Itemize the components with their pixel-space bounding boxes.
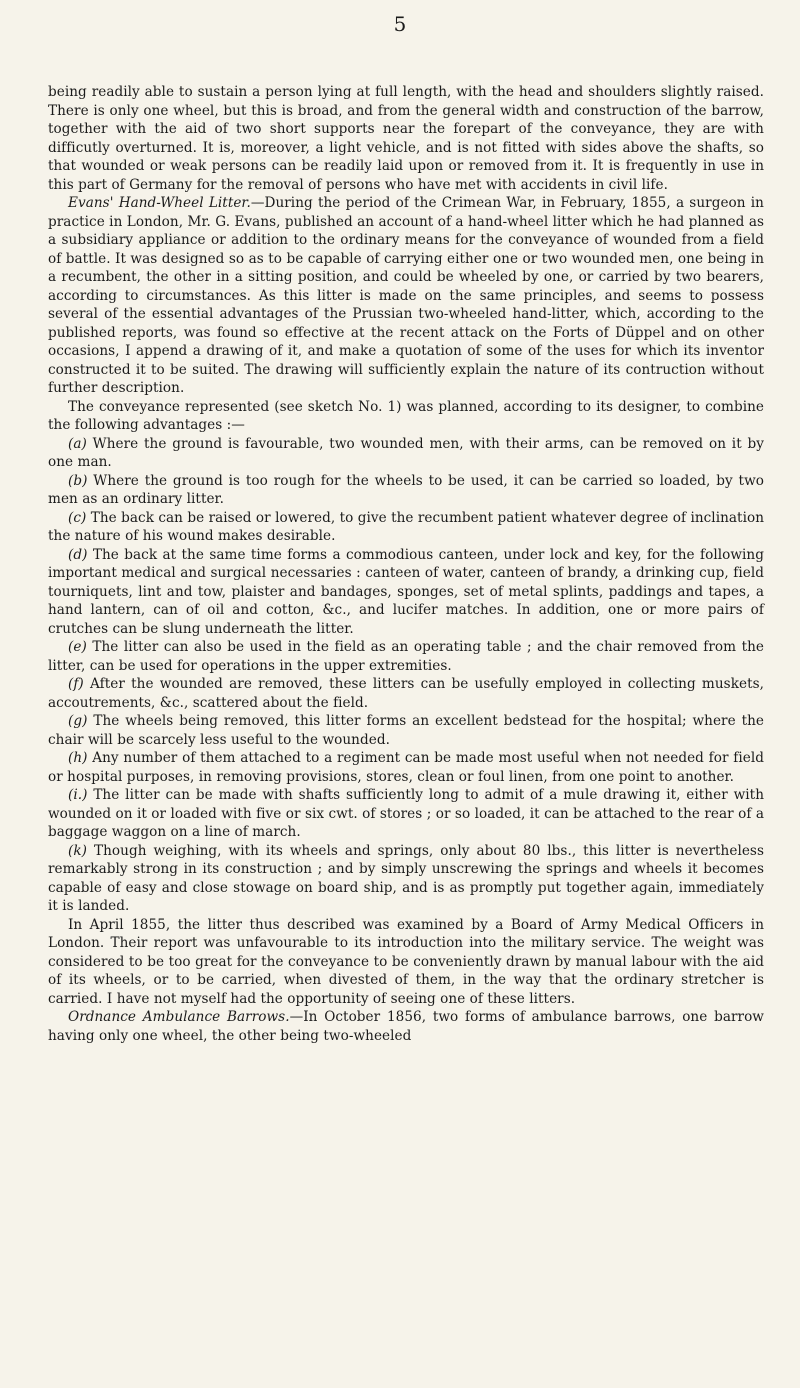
section-heading: Ordnance Ambulance Barrows.	[68, 1009, 290, 1025]
paragraph-text: —During the period of the Crimean War, in February, 1855, a surgeon in practice in London, Mr. G. Evans, published an account of a hand-wheel litter which he had planned as a subsidiary appliance or addition to the ordinary means for the conveyance of wounded from a field of battle. It was designed so as to be capable of carrying either one or two wounded men, one being in a recumbent, the other in a sitting position, and could be wheeled by one, or carried by two bearers, according to circumstances. As this litter is made on the same principles, and seems to possess several of the essential advantages of the Prussian two-wheeled hand-litter, which, according to the published reports, was found so effective at the recent attack on the Forts of Düppel and on other occasions, I append a drawing of it, and make a quotation of some of the uses for which its inventor constructed it to be suited. The drawing will sufficiently explain the nature of its contruction without further description.	[48, 195, 764, 396]
paragraph-ordnance-barrows	[48, 1008, 764, 1045]
list-item-d	[48, 546, 764, 639]
list-marker: (a)	[68, 435, 87, 452]
paragraph-text: In April 1855, the litter thus described was examined by a Board of Army Medical Officers in London. Their report was unfavourable to its introduction into the military service. The weight was considered to be too great for the conveyance to be conveniently drawn by manual labour with the aid of its wheels, or to be carried, when divested of them, in the way that the ordinary stretcher is carried. I have not myself had the opportunity of seeing one of these litters.	[48, 916, 764, 1007]
paragraph-text: —In October 1856, two forms of ambulance barrows, one barrow having only one wheel, the other being two-wheeled	[48, 1009, 764, 1044]
paragraph-text: The wheels being removed, this litter forms an excellent bedstead for the hospital; where the chair will be scarcely less useful to the wounded.	[48, 713, 764, 748]
list-marker: (k)	[68, 842, 87, 859]
paragraph-text: After the wounded are removed, these litters can be usefully employed in collecting muskets, accoutrements, &c., scattered about the field.	[48, 676, 764, 711]
list-item-i	[48, 786, 764, 842]
list-marker: (g)	[68, 713, 88, 729]
page-number: 5	[393, 12, 407, 36]
list-marker: (h)	[68, 750, 88, 766]
list-marker: (f)	[68, 676, 84, 692]
section-heading: Evans' Hand-Wheel Litter.	[68, 195, 251, 211]
paragraph-continuation	[48, 83, 764, 194]
list-item-h	[48, 749, 764, 786]
list-item-a	[48, 435, 764, 472]
list-item-g	[48, 712, 764, 749]
list-item-k	[48, 842, 764, 916]
paragraph-text: The conveyance represented (see sketch No. 1) was planned, according to its designer, to combine the following advantages :—	[48, 398, 764, 433]
list-marker: (e)	[68, 639, 87, 655]
paragraph-text: The back at the same time forms a commodious canteen, under lock and key, for the following important medical and surgical necessaries : canteen of water, canteen of brandy, a drinking cup, field tourniquets, lint and tow, plaister and bandages, sponges, set of metal splints, paddings and tapes, a hand lantern, can of oil and cotton, &c., and lucifer matches. In addition, one or more pairs of crutches can be slung underneath the litter.	[48, 546, 764, 637]
paragraph-text: being readily able to sustain a person lying at full length, with the head and shoulders slightly raised. There is only one wheel, but this is broad, and from the general width and construction of the barrow, together with the aid of two short supports near the forepart of the conveyance, they are with difficutly overturned. It is, moreover, a light vehicle, and is not fitted with sides above the shafts, so that wounded or weak persons can be readily laid upon or removed from it. It is frequently in use in this part of Germany for the removal of persons who have met with accidents in civil life.	[48, 84, 764, 193]
paragraph-advantages-intro	[48, 398, 764, 435]
list-item-e	[48, 638, 764, 675]
list-marker: (c)	[68, 509, 87, 526]
list-item-b	[48, 472, 764, 509]
body-text	[48, 83, 764, 1045]
paragraph-text: The litter can be made with shafts sufficiently long to admit of a mule drawing it, either with wounded on it or loaded with five or six cwt. of stores ; or so loaded, it can be attached to the rear of a baggage waggon on a line of march.	[48, 787, 764, 840]
list-item-f	[48, 675, 764, 712]
paragraph-board-report	[48, 916, 764, 1009]
paragraph-text: Any number of them attached to a regiment can be made most useful when not needed for field or hospital purposes, in removing provisions, stores, clean or foul linen, from one point to another.	[48, 750, 764, 785]
list-marker: (i.)	[68, 787, 88, 803]
paragraph-text: The back can be raised or lowered, to give the recumbent patient whatever degree of inclination the nature of his wound makes desirable.	[48, 509, 765, 544]
paragraph-text: Where the ground is too rough for the wheels to be used, it can be carried so loaded, by two men as an ordinary litter.	[48, 472, 764, 507]
list-marker: (b)	[68, 472, 88, 489]
list-marker: (d)	[68, 546, 88, 563]
paragraph-text: Though weighing, with its wheels and springs, only about 80 lbs., this litter is nevertheless remarkably strong in its construction ; and by simply unscrewing the springs and wheels it becomes capable of easy and close stowage on board ship, and is as promptly put together again, immediately it is landed.	[48, 842, 764, 914]
paragraph-text: The litter can also be used in the field as an operating table ; and the chair removed from the litter, can be used for operations in the upper extremities.	[48, 639, 764, 674]
paragraph-text: Where the ground is favourable, two wounded men, with their arms, can be removed on it by one man.	[48, 435, 764, 470]
paragraph-evans-litter	[48, 194, 764, 398]
list-item-c	[48, 509, 764, 546]
